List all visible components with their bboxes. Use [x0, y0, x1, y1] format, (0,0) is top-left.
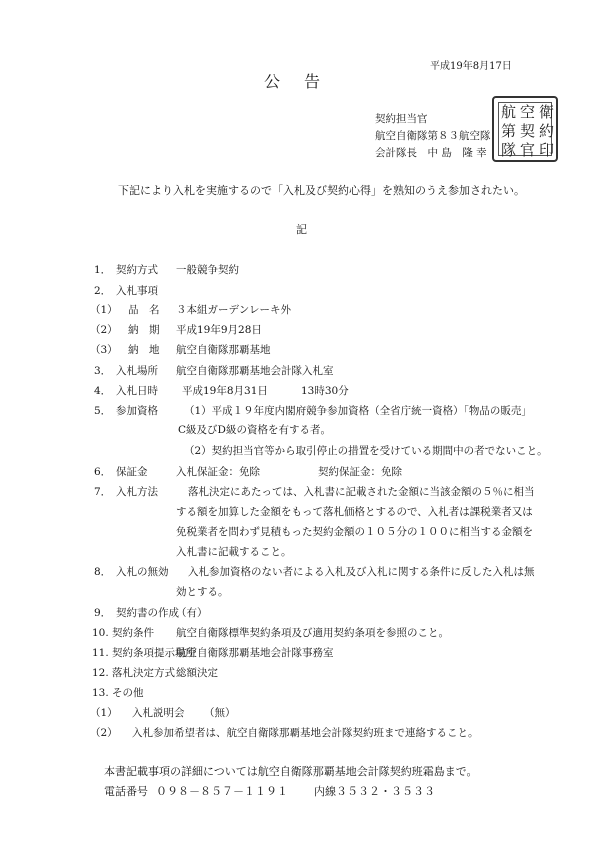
qualification-line: （2）契約担当官等から取引停止の措置を受けている期間中の者でないこと。 [184, 445, 548, 457]
item-number: 4． [94, 385, 112, 397]
qualification-line: （1）平成１９年度内閣府競争参加資格（全省庁統一資格）「物品の販売」 [184, 405, 532, 417]
item-number: 7． [94, 486, 112, 498]
issuer-role: 契約担当官 [375, 113, 428, 125]
item-value-contract-document: （有） [176, 607, 208, 619]
item-value-contract-terms: 航空自衛隊標準契約条項及び適用契約条項を参照のこと。 [176, 627, 449, 639]
item-number: 3． [94, 365, 112, 377]
sub-item-number: （1） [90, 304, 118, 316]
item-label-delivery-date: 納 期 [128, 324, 160, 336]
item-value-bid-deposit: 入札保証金：免除 [176, 466, 260, 478]
item-value-award-method: 総額決定 [176, 667, 218, 679]
item-label-other: その他 [112, 687, 144, 699]
item-number: 8． [94, 566, 112, 578]
issuer-name: 会計隊長 中 島 隆 幸 [375, 147, 487, 159]
bid-method-line: する額を加算した金額をもって落札価格とするので、入札者は課税業者又は [176, 506, 533, 518]
sub-item-number: （2） [90, 727, 118, 739]
phone-extension: 内線３５３２・３５３３ [314, 785, 435, 798]
notice-date: 平成19年8月17日 [430, 61, 512, 72]
item-label-briefing: 入札説明会 [132, 707, 185, 719]
item-label-qualification: 参加資格 [116, 405, 158, 417]
item-label-deposit: 保証金 [116, 466, 148, 478]
item-label-contract-terms: 契約条件 [112, 627, 154, 639]
invalid-bid-line: 効とする。 [176, 586, 229, 598]
item-value-delivery-place: 航空自衛隊那覇基地 [176, 344, 271, 356]
intro-text: 下記により入札を実施するので「入札及び契約心得」を熟知のうえ参加されたい。 [118, 184, 525, 197]
qualification-line: C級及びD級の資格を有する者。 [178, 424, 331, 436]
item-label-bid-location: 入札場所 [116, 365, 158, 377]
phone-number: ０９８－８５７－１１９１ [156, 785, 288, 798]
item-number: 5． [94, 405, 112, 417]
bid-method-line: 落札決定にあたっては、入札書に記載された金額に当該金額の５％に相当 [188, 486, 535, 498]
item-number: 13. [92, 687, 109, 699]
sub-item-number: （3） [90, 344, 118, 356]
item-label-product: 品 名 [128, 304, 160, 316]
item-label-delivery-place: 納 地 [128, 344, 160, 356]
ki-heading: 記 [296, 223, 307, 236]
item-value-briefing: （無） [204, 707, 236, 719]
item-value-delivery-date: 平成19年9月28日 [176, 324, 262, 336]
item-number: 1． [94, 264, 112, 276]
notice-title: 公告 [264, 72, 345, 91]
phone-label: 電話番号 [104, 785, 148, 798]
item-label-bid-items: 入札事項 [116, 285, 158, 297]
item-label-bid-method: 入札方法 [116, 486, 158, 498]
bid-method-line: 免税業者を問わず見積もった契約金額の１０５分の１００に相当する金額を [176, 526, 533, 538]
item-number: 9． [94, 607, 112, 619]
sub-item-number: （2） [90, 324, 118, 336]
footer-details: 本書記載事項の詳細については航空自衛隊那覇基地会計隊契約班霜島まで。 [104, 765, 478, 778]
sub-item-number: （1） [90, 707, 118, 719]
item-label-invalid-bid: 入札の無効 [116, 566, 169, 578]
item-value-bid-date: 平成19年8月31日 [182, 385, 268, 397]
item-number: 12. [92, 667, 109, 679]
item-label-bid-datetime: 入札日時 [116, 385, 158, 397]
item-value-contract-method: 一般競争契約 [176, 264, 239, 276]
item-number: 6． [94, 466, 112, 478]
item-number: 10. [92, 627, 109, 639]
item-value-contract-deposit: 契約保証金：免除 [318, 466, 402, 478]
item-label-terms-location: 契約条項提示場所 [112, 647, 196, 659]
invalid-bid-line: 入札参加資格のない者による入札及び入札に関する条件に反した入札は無 [188, 566, 535, 578]
item-number: 11. [92, 647, 109, 659]
item-label-award-method: 落札決定方式 [112, 667, 175, 679]
item-number: 2． [94, 285, 112, 297]
item-value-terms-location: 航空自衛隊那覇基地会計隊事務室 [176, 647, 334, 659]
official-seal-icon: 航 空 衛 第 契 約 隊 官 印 [492, 96, 558, 162]
item-value-bid-location: 航空自衛隊那覇基地会計隊入札室 [176, 365, 334, 377]
issuer-unit: 航空自衛隊第８３航空隊 [375, 130, 491, 142]
item-value-bid-time: 13時30分 [301, 385, 349, 397]
item-value-product: ３本組ガーデンレーキ外 [176, 304, 292, 316]
item-value-contact: 入札参加希望者は、航空自衛隊那覇基地会計隊契約班まで連絡すること。 [132, 727, 479, 739]
bid-method-line: 入札書に記載すること。 [176, 546, 292, 558]
item-label-contract-method: 契約方式 [116, 264, 158, 276]
item-label-contract-document: 契約書の作成 [116, 607, 179, 619]
